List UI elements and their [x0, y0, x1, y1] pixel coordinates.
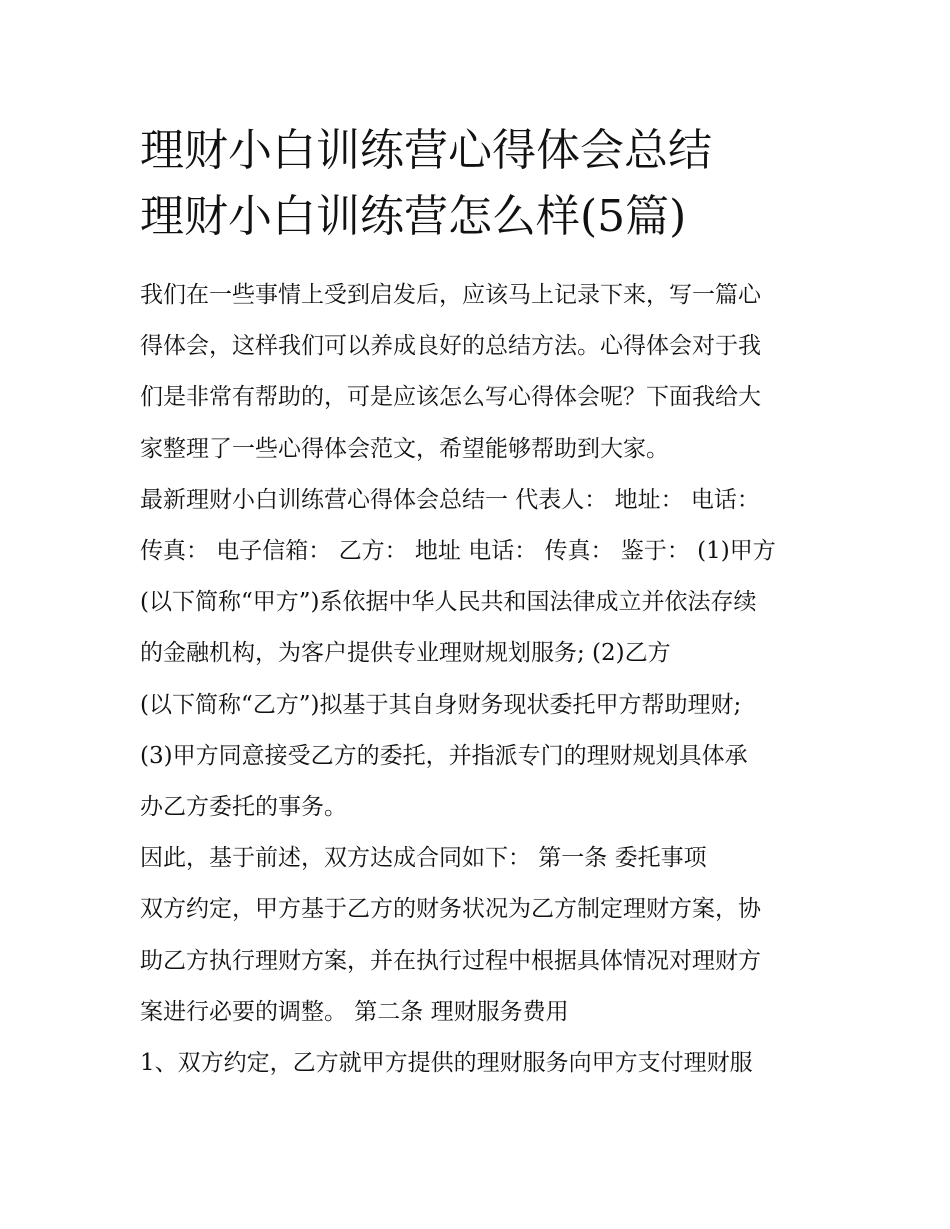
body-line-13: 双方约定，甲方基于乙方的财务状况为乙方制定理财方案，协	[140, 896, 761, 923]
body-line-6: 传真： 电子信箱： 乙方： 地址 电话： 传真： 鉴于： (1)甲方	[140, 538, 776, 565]
body-line-1: 我们在一些事情上受到启发后，应该马上记录下来，写一篇心	[140, 282, 761, 308]
body-line-4: 家整理了一些心得体会范文，希望能够帮助到大家。	[140, 435, 669, 462]
body-line-12: 因此，基于前述，双方达成合同如下： 第一条 委托事项	[140, 845, 707, 872]
body-line-5: 最新理财小白训练营心得体会总结一 代表人： 地址： 电话：	[140, 486, 760, 513]
body-line-9: (以下简称“乙方”)拟基于其自身财务现状委托甲方帮助理财;	[140, 691, 742, 718]
document-body	[140, 270, 820, 1089]
body-line-16: 1、双方约定，乙方就甲方提供的理财服务向甲方支付理财服	[140, 1050, 753, 1077]
title-line-2: 理财小白训练营怎么样(5篇)	[140, 191, 687, 242]
body-line-10: (3)甲方同意接受乙方的委托，并指派专门的理财规划具体承	[140, 742, 748, 769]
body-line-7: (以下简称“甲方”)系依据中华人民共和国法律成立并依法存续	[140, 589, 757, 616]
body-line-15: 案进行必要的调整。 第二条 理财服务费用	[140, 998, 569, 1025]
title-line-1: 理财小白训练营心得体会总结	[140, 125, 712, 176]
body-line-3: 们是非常有帮助的，可是应该怎么写心得体会呢？下面我给大	[140, 384, 761, 411]
body-line-2: 得体会，这样我们可以养成良好的总结方法。心得体会对于我	[140, 333, 761, 360]
document-title	[140, 118, 820, 250]
document-content	[140, 118, 820, 1089]
body-line-11: 办乙方委托的事务。	[140, 794, 347, 821]
body-line-8: 的金融机构，为客户提供专业理财规划服务; (2)乙方	[140, 640, 671, 667]
body-line-14: 助乙方执行理财方案，并在执行过程中根据具体情况对理财方	[140, 947, 761, 974]
